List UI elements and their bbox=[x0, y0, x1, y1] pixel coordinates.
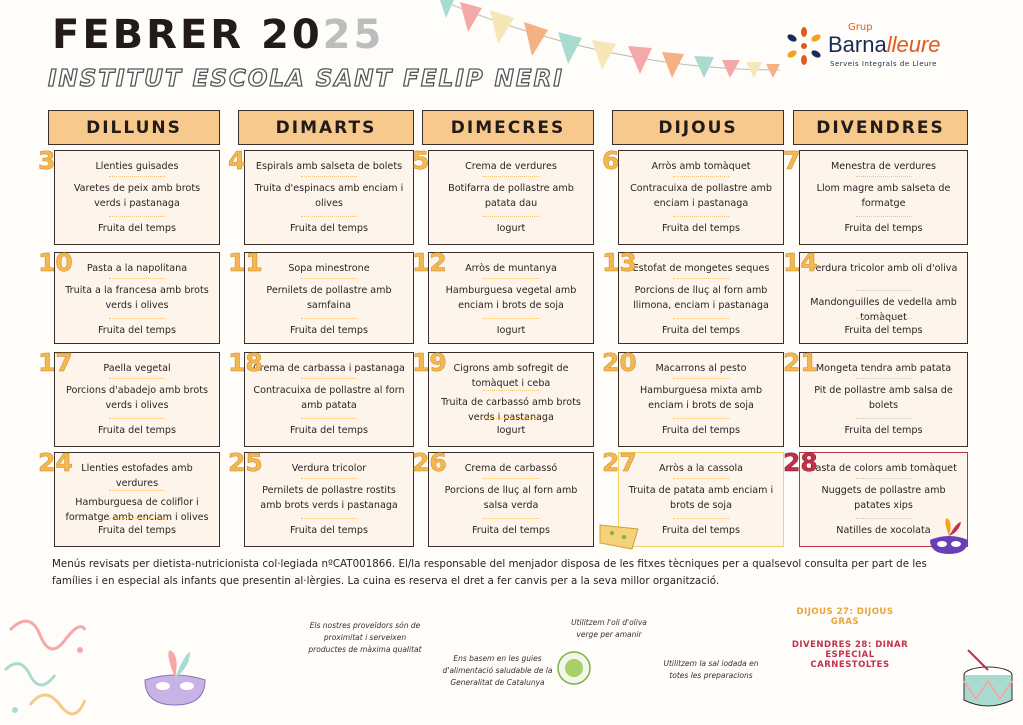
menu-day-cell bbox=[428, 352, 594, 447]
nutrition-note: Menús revisats per dietista-nutricionista col·legiada nºCAT001866. El/la responsable del menjador disposa de les fitxes tècniques per a qualsevol consulta per part de les famílies i en especial als infants que presentin al·lèrgies. La cuina es reserva el dret a fer canvis per a la seva millor organització. bbox=[52, 558, 927, 587]
day-number: 14 bbox=[783, 248, 818, 277]
dish-3: Fruita del temps bbox=[471, 525, 550, 536]
day-header: DILLUNS bbox=[48, 110, 220, 145]
dish-1: Llenties estofades amb verdures bbox=[81, 463, 193, 489]
providers-note: Els nostres proveïdors són de proximitat i serveixen productes de màxima qualitat bbox=[308, 621, 422, 654]
dish-1: Espirals amb salseta de bolets bbox=[255, 161, 403, 172]
dish-3: Iogurt bbox=[496, 223, 526, 234]
carnival-mask-icon bbox=[135, 650, 215, 720]
dish-separator bbox=[109, 318, 165, 319]
dish-3: Fruita del temps bbox=[97, 425, 176, 436]
dish-3: Iogurt bbox=[496, 425, 526, 436]
page-title: FEBRER 2025 bbox=[52, 12, 385, 58]
day-header: DIMECRES bbox=[422, 110, 594, 145]
dish-separator bbox=[483, 176, 539, 177]
dish-1: Crema de carbassó bbox=[464, 463, 558, 474]
dish-separator bbox=[301, 216, 357, 217]
dish-3: Fruita del temps bbox=[844, 325, 923, 336]
dish-1: Mongeta tendra amb patata bbox=[815, 363, 952, 374]
day-number: 20 bbox=[602, 348, 637, 377]
dish-2: Nuggets de pollastre amb patates xips bbox=[821, 485, 946, 511]
menu-day-cell bbox=[799, 150, 968, 245]
dish-1: Cigrons amb sofregit de tomàquet i ceba bbox=[453, 363, 569, 389]
dish-3: Fruita del temps bbox=[97, 223, 176, 234]
dish-1: Menestra de verdures bbox=[831, 161, 936, 172]
day-number: 27 bbox=[602, 448, 637, 477]
dish-separator bbox=[673, 478, 729, 479]
dish-2: Pit de pollastre amb salsa de bolets bbox=[814, 385, 953, 411]
dish-separator bbox=[109, 490, 165, 491]
dish-separator bbox=[856, 518, 912, 519]
dish-1: Arròs amb tomàquet bbox=[651, 161, 751, 172]
day-number: 21 bbox=[783, 348, 818, 377]
dish-separator bbox=[301, 418, 357, 419]
dish-separator bbox=[856, 216, 912, 217]
dish-2: Mandonguilles de vedella amb tomàquet bbox=[810, 297, 957, 323]
dish-separator bbox=[109, 216, 165, 217]
day-number: 6 bbox=[602, 146, 620, 175]
dish-separator bbox=[483, 390, 539, 391]
day-number: 26 bbox=[412, 448, 447, 477]
dish-1: Paella vegetal bbox=[103, 363, 171, 374]
grup-barnalleure-logo: Grup Barnalleure Serveis Integrals de Lleure bbox=[782, 22, 962, 72]
day-number: 13 bbox=[602, 248, 637, 277]
menu-day-cell bbox=[244, 452, 414, 547]
dish-separator bbox=[301, 318, 357, 319]
dish-1: Macarrons al pesto bbox=[655, 363, 747, 374]
dish-separator bbox=[673, 278, 729, 279]
dish-separator bbox=[109, 518, 165, 519]
menu-day-cell bbox=[54, 352, 220, 447]
day-number: 24 bbox=[38, 448, 73, 477]
dish-separator bbox=[483, 518, 539, 519]
dish-2: Truita de carbassó amb brots verds i pastanaga bbox=[441, 397, 581, 423]
day-header: DIVENDRES bbox=[793, 110, 968, 145]
event-dijous-gras: DIJOUS 27: DIJOUS GRAS bbox=[796, 607, 894, 627]
menu-day-cell bbox=[428, 452, 594, 547]
day-header: DIJOUS bbox=[612, 110, 784, 145]
dish-separator bbox=[856, 290, 912, 291]
dish-separator bbox=[301, 478, 357, 479]
dish-separator bbox=[109, 176, 165, 177]
dish-2: Pernilets de pollastre amb samfaina bbox=[266, 285, 392, 311]
dish-separator bbox=[301, 176, 357, 177]
menu-day-cell bbox=[618, 352, 784, 447]
menu-day-cell bbox=[428, 150, 594, 245]
dish-separator bbox=[673, 378, 729, 379]
day-number: 19 bbox=[412, 348, 447, 377]
dish-2: Contracuixa de pollastre al forn amb patata bbox=[253, 385, 405, 411]
menu-day-cell bbox=[244, 150, 414, 245]
streamers-decoration bbox=[0, 610, 110, 725]
menu-day-cell bbox=[618, 252, 784, 344]
day-header: DIMARTS bbox=[238, 110, 414, 145]
dish-separator bbox=[109, 418, 165, 419]
day-number: 28 bbox=[783, 448, 818, 477]
dish-1: Crema de verdures bbox=[465, 161, 557, 172]
menu-day-cell bbox=[54, 150, 220, 245]
bunting-decoration bbox=[440, 0, 790, 85]
dish-2: Porcions d'abadejo amb brots verds i olives bbox=[66, 385, 208, 411]
dish-separator bbox=[856, 176, 912, 177]
dish-3: Fruita del temps bbox=[289, 525, 368, 536]
dish-1: Estofat de mongetes seques bbox=[632, 263, 770, 274]
dish-3: Fruita del temps bbox=[289, 425, 368, 436]
dish-separator bbox=[301, 378, 357, 379]
dish-separator bbox=[856, 478, 912, 479]
dish-separator bbox=[109, 278, 165, 279]
dish-separator bbox=[301, 518, 357, 519]
dish-separator bbox=[483, 478, 539, 479]
dish-3: Fruita del temps bbox=[844, 425, 923, 436]
dish-2: Botifarra de pollastre amb patata dau bbox=[448, 183, 574, 209]
logo-sun-icon bbox=[782, 26, 826, 66]
day-number: 12 bbox=[412, 248, 447, 277]
dish-1: Pasta de colors amb tomàquet bbox=[810, 463, 957, 474]
dish-1: Arròs a la cassola bbox=[658, 463, 744, 474]
dish-separator bbox=[483, 318, 539, 319]
menu-day-cell bbox=[244, 352, 414, 447]
dish-separator bbox=[301, 278, 357, 279]
dish-2: Truita d'espinacs amb enciam i olives bbox=[254, 183, 404, 209]
dish-3: Fruita del temps bbox=[844, 223, 923, 234]
dish-2: Hamburguesa mixta amb enciam i brots de soja bbox=[639, 385, 763, 411]
dish-3: Fruita del temps bbox=[97, 525, 176, 536]
dish-separator bbox=[856, 318, 912, 319]
dish-2: Hamburguesa de coliflor i formatge amb enciam i olives bbox=[65, 497, 209, 523]
dish-separator bbox=[483, 278, 539, 279]
dish-1: Verdura tricolor bbox=[291, 463, 367, 474]
dish-2: Pernilets de pollastre rostits amb brots verds i pastanaga bbox=[260, 485, 398, 511]
day-number: 7 bbox=[783, 146, 801, 175]
drum-icon bbox=[958, 645, 1020, 720]
mask-small-icon bbox=[924, 518, 974, 558]
dish-separator bbox=[673, 176, 729, 177]
generalitat-seal-icon bbox=[556, 650, 592, 686]
dish-3: Fruita del temps bbox=[97, 325, 176, 336]
menu-day-cell bbox=[618, 150, 784, 245]
day-number: 4 bbox=[228, 146, 246, 175]
iodized-salt-note: Utilitzem la sal iodada en totes les preparacions bbox=[663, 659, 759, 680]
dish-3: Iogurt bbox=[496, 325, 526, 336]
dish-1: Sopa minestrone bbox=[288, 263, 370, 274]
dish-separator bbox=[673, 418, 729, 419]
guides-note: Ens basem en les guies d'alimentació saludable de la Generalitat de Catalunya bbox=[442, 654, 553, 687]
dish-separator bbox=[856, 418, 912, 419]
dish-separator bbox=[673, 518, 729, 519]
dish-2: Truita de patata amb enciam i brots de soja bbox=[628, 485, 774, 511]
dish-2: Porcions de lluç al forn amb llimona, enciam i pastanaga bbox=[633, 285, 769, 311]
dish-2: Hamburguesa vegetal amb enciam i brots de soja bbox=[445, 285, 577, 311]
dish-1: Arròs de muntanya bbox=[465, 263, 557, 274]
day-number: 5 bbox=[412, 146, 430, 175]
dish-2: Contracuixa de pollastre amb enciam i pastanaga bbox=[630, 183, 772, 209]
dish-1: Llenties guisades bbox=[95, 161, 179, 172]
menu-day-cell bbox=[428, 252, 594, 344]
dish-1: Crema de carbassa i pastanaga bbox=[253, 363, 405, 374]
dish-separator bbox=[673, 216, 729, 217]
menu-day-cell bbox=[618, 452, 784, 547]
olive-oil-note: Utilitzem l'oli d'oliva verge per amanir bbox=[571, 618, 647, 639]
dish-separator bbox=[856, 378, 912, 379]
dish-1: Pasta a la napolitana bbox=[86, 263, 188, 274]
menu-day-cell bbox=[54, 452, 220, 547]
dish-3: Fruita del temps bbox=[661, 223, 740, 234]
day-number: 17 bbox=[38, 348, 73, 377]
dish-3: Fruita del temps bbox=[661, 325, 740, 336]
day-number: 11 bbox=[228, 248, 263, 277]
dish-2: Varetes de peix amb brots verds i pastanaga bbox=[73, 183, 201, 209]
day-number: 10 bbox=[38, 248, 73, 277]
menu-day-cell bbox=[799, 252, 968, 344]
dish-2: Llom magre amb salseta de formatge bbox=[816, 183, 951, 209]
dish-separator bbox=[483, 216, 539, 217]
dish-1: Verdura tricolor amb oli d'oliva bbox=[809, 263, 958, 274]
dish-3: Fruita del temps bbox=[289, 325, 368, 336]
menu-day-cell bbox=[799, 352, 968, 447]
school-name: INSTITUT ESCOLA SANT FELIP NERI bbox=[48, 66, 564, 92]
dish-2: Truita a la francesa amb brots verds i olives bbox=[65, 285, 209, 311]
dish-3: Fruita del temps bbox=[661, 425, 740, 436]
coca-pastry-icon bbox=[596, 515, 642, 551]
dish-separator bbox=[483, 418, 539, 419]
dish-3: Fruita del temps bbox=[661, 525, 740, 536]
menu-day-cell bbox=[54, 252, 220, 344]
day-number: 3 bbox=[38, 146, 56, 175]
event-carnestoltes: DIVENDRES 28: DINAR ESPECIAL CARNESTOLTES bbox=[791, 640, 909, 670]
day-number: 25 bbox=[228, 448, 263, 477]
dish-2: Porcions de lluç al forn amb salsa verda bbox=[444, 485, 578, 511]
menu-day-cell bbox=[244, 252, 414, 344]
dish-separator bbox=[109, 378, 165, 379]
dish-3: Fruita del temps bbox=[289, 223, 368, 234]
dish-3: Natilles de xocolata bbox=[836, 525, 931, 536]
day-number: 18 bbox=[228, 348, 263, 377]
dish-separator bbox=[673, 318, 729, 319]
